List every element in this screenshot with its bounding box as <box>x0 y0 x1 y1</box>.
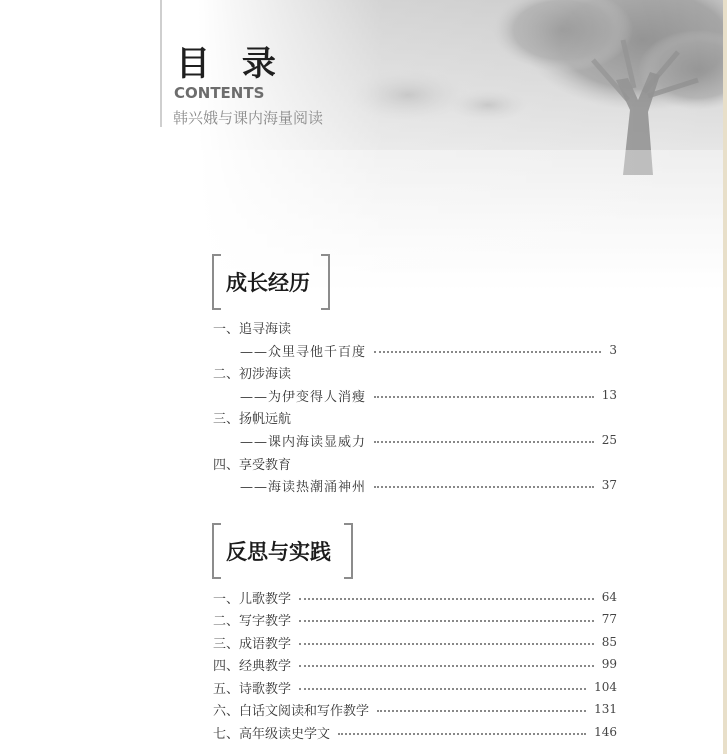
toc-entry-text: ——海读热潮涌神州 <box>240 479 367 495</box>
toc-entry-text: 二、写字教学 <box>213 613 292 629</box>
section-heading-reflection <box>212 523 353 577</box>
toc-entry-text: 六、白话文阅读和写作教学 <box>213 703 370 719</box>
toc-entry-text: 五、诗歌教学 <box>213 681 292 697</box>
page-number: 146 <box>594 725 617 739</box>
bracket-left <box>212 523 221 579</box>
toc-chapter[interactable] <box>213 453 617 473</box>
section-title: 成长经历 <box>226 270 310 295</box>
dot-leader <box>374 486 594 488</box>
toc-entry-text: ——为伊变得人消瘦 <box>240 389 367 405</box>
dot-leader <box>299 620 594 622</box>
dot-leader <box>299 688 586 690</box>
toc-entry[interactable] <box>213 699 617 719</box>
toc-entry[interactable] <box>213 587 617 607</box>
dot-leader <box>299 598 594 600</box>
bracket-left <box>212 254 221 310</box>
page-number: 64 <box>601 590 617 604</box>
toc-entry[interactable] <box>213 677 617 697</box>
toc-entry-text: 四、经典教学 <box>213 658 292 674</box>
toc-entry-text: ——课内海读显威力 <box>240 434 367 450</box>
dot-leader <box>338 733 586 735</box>
page-edge <box>723 0 727 754</box>
page-number: 77 <box>601 612 617 626</box>
header-divider <box>160 0 162 127</box>
toc-entry-text: 一、儿歌教学 <box>213 591 292 607</box>
section-heading-growth <box>212 254 330 308</box>
page-title: 目 录 <box>176 44 286 84</box>
dot-leader <box>374 441 594 443</box>
toc-entry-text: 二、初涉海读 <box>213 366 292 382</box>
toc-entry-text: 一、追寻海读 <box>213 321 292 337</box>
section-title: 反思与实践 <box>226 539 331 564</box>
dot-leader <box>299 665 594 667</box>
toc-entry[interactable] <box>240 340 617 360</box>
toc-chapter[interactable] <box>213 317 617 337</box>
toc-entry[interactable] <box>213 722 617 742</box>
page-number: 131 <box>594 702 617 716</box>
page-number: 37 <box>601 478 617 492</box>
page-number: 13 <box>601 388 617 402</box>
dot-leader <box>377 710 586 712</box>
dot-leader <box>374 351 601 353</box>
page-number: 3 <box>609 343 617 357</box>
page-number: 104 <box>594 680 617 694</box>
toc-entry[interactable] <box>240 430 617 450</box>
toc-entry-text: 三、成语教学 <box>213 636 292 652</box>
toc-entry[interactable] <box>240 475 617 495</box>
bracket-right <box>344 523 353 579</box>
toc-entry-text: ——众里寻他千百度 <box>240 344 367 360</box>
toc-entry[interactable] <box>240 385 617 405</box>
subtitle-chinese: 韩兴娥与课内海量阅读 <box>173 109 324 127</box>
toc-chapter[interactable] <box>213 407 617 427</box>
toc-entry-text: 三、扬帆远航 <box>213 411 292 427</box>
toc-entry[interactable] <box>213 632 617 652</box>
subtitle-english: CONTENTS <box>174 84 265 102</box>
bracket-right <box>321 254 330 310</box>
toc-entry-text: 四、享受教育 <box>213 457 292 473</box>
dot-leader <box>374 396 594 398</box>
toc-entry[interactable] <box>213 609 617 629</box>
toc-entry[interactable] <box>213 654 617 674</box>
toc-entry-text: 七、高年级读史学文 <box>213 726 331 742</box>
page-number: 25 <box>601 433 617 447</box>
page-number: 99 <box>601 657 617 671</box>
page-number: 85 <box>601 635 617 649</box>
dot-leader <box>299 643 594 645</box>
toc-chapter[interactable] <box>213 362 617 382</box>
